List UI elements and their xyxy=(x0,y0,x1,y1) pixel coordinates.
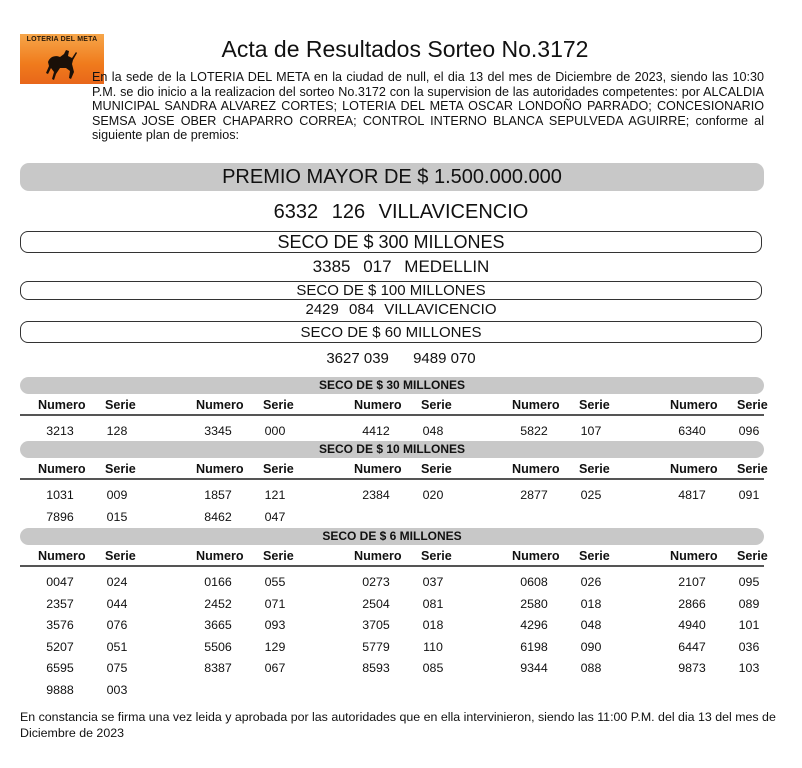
numero-column-header: Numero xyxy=(670,398,718,412)
numero-cell: 5779 xyxy=(362,639,390,654)
serie-cell: 026 xyxy=(580,575,602,589)
serie-column-header: Serie xyxy=(737,462,768,476)
numero-cell: 8462 xyxy=(204,509,232,524)
serie-cell: 048 xyxy=(422,424,444,438)
logo-text: LOTERIA DEL META xyxy=(26,36,98,43)
numero-cell: 2877 xyxy=(520,488,548,502)
serie-cell: 089 xyxy=(738,596,760,611)
numero-column-header: Numero xyxy=(196,462,244,476)
serie-column-header: Serie xyxy=(421,398,452,412)
serie-column-header: Serie xyxy=(263,398,294,412)
header-divider xyxy=(20,414,764,416)
serie-cell: 110 xyxy=(423,639,443,654)
numero-cell: 0273 xyxy=(362,575,390,589)
numero-cell: 4296 xyxy=(520,618,548,632)
serie-column-header: Serie xyxy=(579,398,610,412)
serie-cell: 024 xyxy=(106,575,128,589)
serie-cell: 129 xyxy=(264,639,286,654)
serie-column-header: Serie xyxy=(421,549,452,563)
numero-column-header: Numero xyxy=(512,549,560,563)
numero-cell: 5207 xyxy=(46,639,74,654)
serie-column-header: Serie xyxy=(105,398,136,412)
numero-cell: 3213 xyxy=(46,424,74,438)
numero-column-header: Numero xyxy=(512,398,560,412)
seco-300-result: 3385 017 MEDELLIN xyxy=(312,257,490,276)
serie-cell: 037 xyxy=(422,575,444,589)
numero-column-header: Numero xyxy=(512,462,560,476)
serie-cell: 009 xyxy=(106,488,128,502)
numero-cell: 2452 xyxy=(204,596,232,611)
seco-30-header: SECO DE $ 30 MILLONES xyxy=(20,377,764,394)
numero-cell: 9873 xyxy=(678,661,706,675)
numero-cell: 8593 xyxy=(362,661,390,675)
numero-column-header: Numero xyxy=(196,549,244,563)
serie-cell: 091 xyxy=(738,488,760,502)
numero-column-header: Numero xyxy=(354,398,402,412)
numero-cell: 1857 xyxy=(204,488,232,502)
serie-cell: 048 xyxy=(580,618,602,632)
serie-cell: 020 xyxy=(422,488,444,502)
serie-cell: 085 xyxy=(422,661,444,675)
premio-mayor-result: 6332 126 VILLAVICENCIO xyxy=(273,201,529,223)
numero-cell: 2866 xyxy=(678,596,706,611)
numero-cell: 2107 xyxy=(678,575,706,589)
serie-column-header: Serie xyxy=(579,549,610,563)
numero-cell: 6340 xyxy=(678,424,706,438)
seco-60-results xyxy=(0,350,802,367)
serie-cell: 090 xyxy=(580,639,602,654)
serie-cell: 051 xyxy=(106,639,128,654)
serie-cell: 121 xyxy=(264,488,286,502)
numero-cell: 1031 xyxy=(46,488,74,502)
numero-column-header: Numero xyxy=(670,549,718,563)
numero-cell: 2504 xyxy=(362,596,390,611)
serie-column-header: Serie xyxy=(105,462,136,476)
numero-cell: 9344 xyxy=(520,661,548,675)
seco-10-header: SECO DE $ 10 MILLONES xyxy=(20,441,764,458)
numero-cell: 4817 xyxy=(678,488,706,502)
numero-cell: 3345 xyxy=(204,424,232,438)
numero-cell: 9888 xyxy=(46,682,74,697)
serie-cell: 055 xyxy=(264,575,286,589)
serie-cell: 018 xyxy=(422,618,444,632)
serie-cell: 095 xyxy=(738,575,760,589)
numero-cell: 5822 xyxy=(520,424,548,438)
numero-column-header: Numero xyxy=(38,398,86,412)
serie-cell: 093 xyxy=(264,618,286,632)
seco-100-header: SECO DE $ 100 MILLONES xyxy=(20,281,762,300)
serie-cell: 025 xyxy=(580,488,602,502)
numero-cell: 6447 xyxy=(678,639,706,654)
serie-cell: 096 xyxy=(738,424,760,438)
serie-cell: 047 xyxy=(264,509,286,524)
numero-cell: 4940 xyxy=(678,618,706,632)
seco-60-result: 3627 039 xyxy=(326,350,389,367)
serie-cell: 067 xyxy=(264,661,286,675)
header-divider xyxy=(20,565,764,567)
serie-column-header: Serie xyxy=(105,549,136,563)
seco-6-header: SECO DE $ 6 MILLONES xyxy=(20,528,764,545)
serie-cell: 103 xyxy=(738,661,760,675)
numero-column-header: Numero xyxy=(670,462,718,476)
serie-cell: 015 xyxy=(106,509,128,524)
numero-column-header: Numero xyxy=(354,549,402,563)
serie-cell: 076 xyxy=(106,618,128,632)
numero-cell: 8387 xyxy=(204,661,232,675)
serie-column-header: Serie xyxy=(579,462,610,476)
numero-cell: 4412 xyxy=(362,424,390,438)
numero-cell: 7896 xyxy=(46,509,74,524)
serie-column-header: Serie xyxy=(737,549,768,563)
numero-cell: 3576 xyxy=(46,618,74,632)
footer-statement: En constancia se firma una vez leida y aprobada por las autoridades que en ella intervinieron, siendo las 11:00 P.M. del dia 13 del mes de Diciembre de 2023 xyxy=(20,710,776,740)
numero-column-header: Numero xyxy=(38,549,86,563)
serie-column-header: Serie xyxy=(737,398,768,412)
numero-cell: 2384 xyxy=(362,488,390,502)
numero-column-header: Numero xyxy=(38,462,86,476)
serie-cell: 044 xyxy=(106,596,128,611)
numero-cell: 0047 xyxy=(46,575,74,589)
serie-cell: 018 xyxy=(580,596,602,611)
numero-cell: 5506 xyxy=(204,639,232,654)
numero-cell: 6595 xyxy=(46,661,74,675)
serie-cell: 128 xyxy=(106,424,128,438)
numero-cell: 2580 xyxy=(520,596,548,611)
numero-column-header: Numero xyxy=(354,462,402,476)
numero-cell: 6198 xyxy=(520,639,548,654)
serie-cell: 088 xyxy=(580,661,602,675)
numero-cell: 3705 xyxy=(362,618,390,632)
serie-cell: 107 xyxy=(580,424,602,438)
numero-cell: 0608 xyxy=(520,575,548,589)
numero-column-header: Numero xyxy=(196,398,244,412)
serie-column-header: Serie xyxy=(421,462,452,476)
seco-300-header: SECO DE $ 300 MILLONES xyxy=(20,231,762,253)
numero-cell: 3665 xyxy=(204,618,232,632)
intro-paragraph: En la sede de la LOTERIA DEL META en la ciudad de null, el dia 13 del mes de Diciembre de 2023, siendo las 10:30 P.M. se dio inicio a la realizacion del sorteo No.3172 con la supervision de las autoridades competentes: por ALCALDIA MUNICIPAL SANDRA ALVAREZ CORTES; LOTERIA DEL META OSCAR LONDOÑO PARRADO; CONCESIONARIO SEMSA JOSE OBER CHAPARRO CORREA; CONTROL INTERNO BLANCA SEPULVEDA AGUIRRE; conforme al siguiente plan de premios: xyxy=(92,70,764,143)
numero-cell: 2357 xyxy=(46,596,74,611)
serie-column-header: Serie xyxy=(263,549,294,563)
seco-60-header: SECO DE $ 60 MILLONES xyxy=(20,321,762,343)
seco-100-result: 2429 084 VILLAVICENCIO xyxy=(305,301,497,318)
serie-cell: 081 xyxy=(422,596,444,611)
serie-cell: 000 xyxy=(264,424,286,438)
serie-cell: 071 xyxy=(264,596,286,611)
numero-cell: 0166 xyxy=(204,575,232,589)
serie-cell: 101 xyxy=(738,618,760,632)
page-title: Acta de Resultados Sorteo No.3172 xyxy=(221,36,589,62)
seco-60-result: 9489 070 xyxy=(413,350,476,367)
serie-cell: 036 xyxy=(738,639,760,654)
serie-cell: 075 xyxy=(106,661,128,675)
header-divider xyxy=(20,478,764,480)
premio-mayor-header: PREMIO MAYOR DE $ 1.500.000.000 xyxy=(20,163,764,191)
serie-cell: 003 xyxy=(106,682,128,697)
serie-column-header: Serie xyxy=(263,462,294,476)
